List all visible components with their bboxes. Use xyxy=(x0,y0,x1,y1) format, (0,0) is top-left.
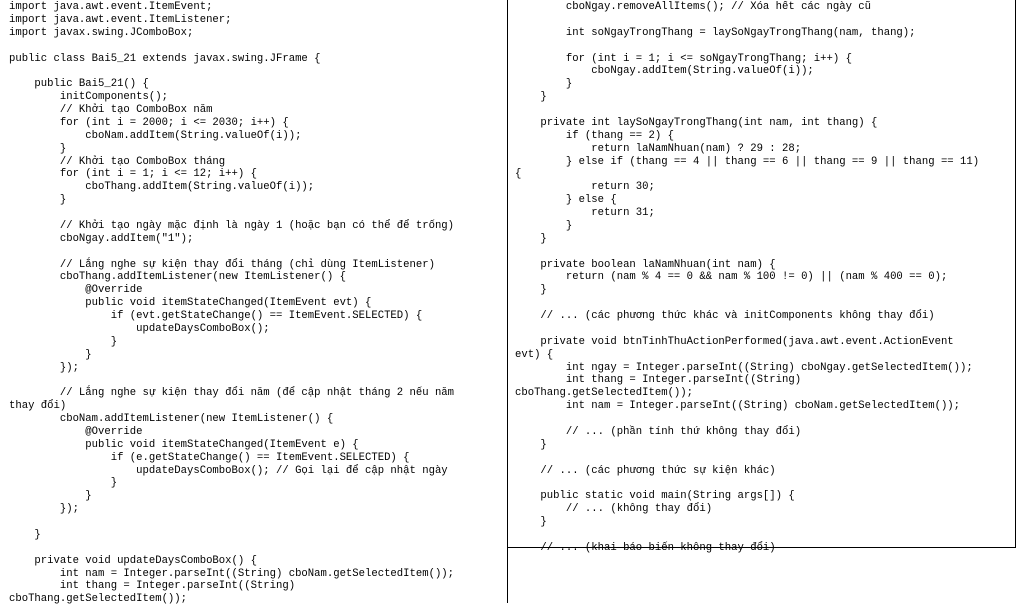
code-line: cboThang.addItemListener(new ItemListener() { xyxy=(9,271,346,284)
code-line: private void updateDaysComboBox() { xyxy=(9,554,257,567)
code-line: cboThang.getSelectedItem()); xyxy=(515,387,694,400)
code-line: private boolean laNamNhuan(int nam) { xyxy=(515,258,776,271)
code-line: // ... (các phương thức khác và initComponents không thay đổi) xyxy=(515,310,935,322)
code-line: int nam = Integer.parseInt((String) cboNam.getSelectedItem()); xyxy=(9,567,455,580)
code-line: cboNam.addItemListener(new ItemListener() { xyxy=(9,413,334,425)
code-line: // ... (phần tính thứ không thay đổi) xyxy=(515,425,802,438)
code-line: return (nam % 4 == 0 && nam % 100 != 0) || (nam % 400 == 0); xyxy=(515,271,948,284)
code-line: } xyxy=(515,78,573,91)
code-line: private void btnTinhThuActionPerformed(java.awt.event.ActionEvent xyxy=(515,335,954,348)
code-line: @Override xyxy=(9,284,143,297)
code-line: int nam = Integer.parseInt((String) cboNam.getSelectedItem()); xyxy=(515,400,961,413)
code-line: evt) { xyxy=(515,348,554,361)
code-line: } xyxy=(515,219,573,232)
code-line: public static void main(String args[]) { xyxy=(515,490,795,503)
code-line: initComponents(); xyxy=(9,91,168,104)
code-line: } xyxy=(515,91,547,104)
code-line: // Khởi tạo ComboBox năm xyxy=(9,104,213,116)
code-line: import java.awt.event.ItemListener; xyxy=(9,13,232,26)
code-line: } xyxy=(515,516,547,528)
code-line: } xyxy=(9,528,41,541)
code-line: // ... (không thay đổi) xyxy=(515,503,713,516)
code-line: cboNgay.addItem(String.valueOf(i)); xyxy=(515,65,814,78)
code-line: import javax.swing.JComboBox; xyxy=(9,26,194,39)
code-line: // Khởi tạo ComboBox tháng xyxy=(9,155,226,168)
code-line: }); xyxy=(9,361,79,374)
code-line: // Khởi tạo ngày mặc định là ngày 1 (hoặc bạn có thể để trống) xyxy=(9,219,455,232)
code-line: // ... (các phương thức sự kiện khác) xyxy=(515,464,776,477)
code-line: } xyxy=(515,284,547,297)
code-line: } xyxy=(9,477,118,490)
code-line: cboNam.addItem(String.valueOf(i)); xyxy=(9,129,302,142)
code-line: cboNgay.removeAllItems(); // Xóa hết các ngày cũ xyxy=(515,1,872,13)
code-line: { xyxy=(515,168,522,181)
code-line: // ... (khai báo biến không thay đổi) xyxy=(515,541,776,554)
code-line: cboNgay.addItem("1"); xyxy=(9,232,194,245)
code-line: } xyxy=(9,490,92,503)
code-line: if (evt.getStateChange() == ItemEvent.SELECTED) { xyxy=(9,310,423,322)
code-line: for (int i = 1; i <= soNgayTrongThang; i++) { xyxy=(515,52,852,65)
code-line: updateDaysComboBox(); // Gọi lại để cập nhật ngày xyxy=(9,464,448,477)
code-line: import java.awt.event.ItemEvent; xyxy=(9,1,213,13)
code-line: return 30; xyxy=(515,181,655,194)
right-code-block xyxy=(515,1,979,555)
code-line: if (thang == 2) { xyxy=(515,129,674,142)
code-line: } xyxy=(9,142,67,155)
code-line: int soNgayTrongThang = laySoNgayTrongThang(nam, thang); xyxy=(515,26,916,39)
code-line: public void itemStateChanged(ItemEvent evt) { xyxy=(9,297,372,310)
code-line: thay đổi) xyxy=(9,400,67,413)
code-line: for (int i = 1; i <= 12; i++) { xyxy=(9,168,257,181)
code-line: for (int i = 2000; i <= 2030; i++) { xyxy=(9,116,289,129)
code-line: // Lắng nghe sự kiện thay đổi tháng (chỉ dùng ItemListener) xyxy=(9,258,435,271)
code-line: } xyxy=(515,438,547,451)
code-line: private int laySoNgayTrongThang(int nam, int thang) { xyxy=(515,116,878,129)
code-line: } xyxy=(515,232,547,245)
code-line: } else { xyxy=(515,194,617,207)
code-line: int thang = Integer.parseInt((String) xyxy=(9,580,296,593)
code-line: } xyxy=(9,348,92,361)
code-line: // Lắng nghe sự kiện thay đổi năm (để cập nhật tháng 2 nếu năm xyxy=(9,387,455,400)
code-line: } else if (thang == 4 || thang == 6 || thang == 9 || thang == 11) xyxy=(515,155,980,168)
code-line: public void itemStateChanged(ItemEvent e) { xyxy=(9,438,359,451)
code-line: } xyxy=(9,194,67,207)
code-line: } xyxy=(9,335,118,348)
code-line: @Override xyxy=(9,425,143,438)
code-line: cboThang.getSelectedItem()); xyxy=(9,593,188,606)
right-code-column xyxy=(508,0,1016,554)
code-line: public Bai5_21() { xyxy=(9,78,149,91)
code-line: if (e.getStateChange() == ItemEvent.SELECTED) { xyxy=(9,451,410,464)
code-line: public class Bai5_21 extends javax.swing.JFrame { xyxy=(9,52,321,65)
code-line: cboThang.addItem(String.valueOf(i)); xyxy=(9,181,315,194)
left-code-block xyxy=(9,1,454,606)
code-line: return laNamNhuan(nam) ? 29 : 28; xyxy=(515,142,802,155)
code-line: int ngay = Integer.parseInt((String) cboNgay.getSelectedItem()); xyxy=(515,361,973,374)
code-line: int thang = Integer.parseInt((String) xyxy=(515,374,802,387)
code-line: return 31; xyxy=(515,207,655,219)
code-line: updateDaysComboBox(); xyxy=(9,322,270,335)
code-line: }); xyxy=(9,503,79,516)
